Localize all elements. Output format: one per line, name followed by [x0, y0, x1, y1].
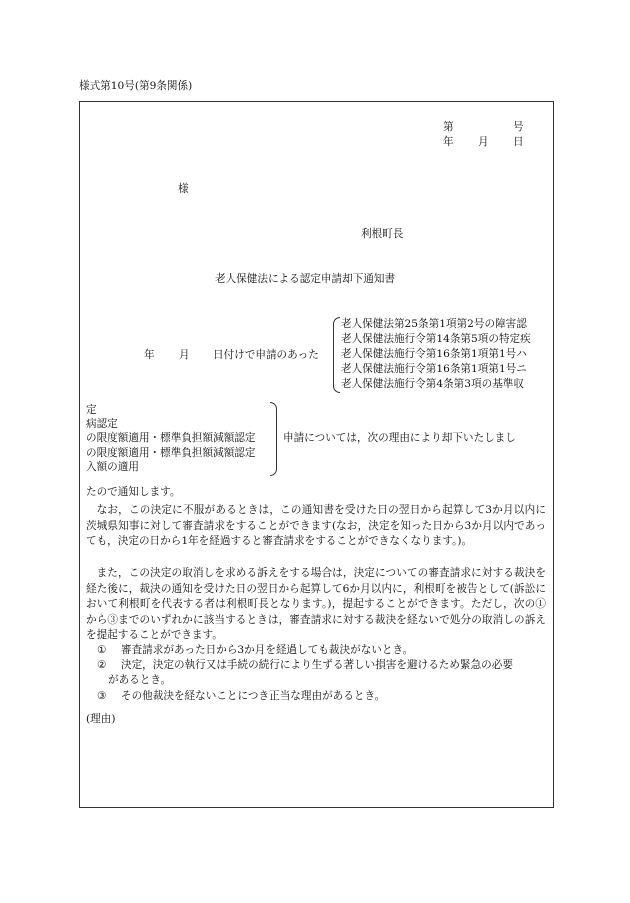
- date-day: 日: [513, 136, 524, 148]
- form-label: 様式第10号(第9条関係): [79, 80, 193, 92]
- law-continuation: の限度額適用・標準負担額減額認定: [86, 447, 256, 459]
- item-number: ②: [97, 659, 107, 671]
- lawsuit-paragraph: また，この決定の取消しを求める訴えをする場合は，決定についての審査請求に対する裁決を経た後に，裁決の通知を受けた日の翌日から起算して6か月以内に，利根町を被告として(訴訟において利根町を代表する者は利根町長となります。)，提起することができます。ただし，次の①から③までのいずれかに該当するときは，審査請求に対する裁決を経ないで処分の取消しの訴えを提起することができます。: [86, 567, 546, 641]
- item-continuation: があるとき。: [108, 674, 172, 686]
- appeal-paragraph: なお，この決定に不服があるときは，この通知書を受けた日の翌日から起算して3か月以内に茨城県知事に対して審査請求をすることができます(なお，決定を知った日から3か月以内であっても，決定の日から1年を経過すると審査請求をすることができなくなります。)。: [86, 504, 546, 547]
- rejection-text: 申請については，次の理由により却下いたしまし: [283, 432, 516, 444]
- law-continuation: 定: [86, 404, 97, 416]
- law-bracket: [333, 317, 340, 393]
- law-line: 老人保健法施行令第16条第1項第1号ニ: [341, 363, 527, 375]
- item-number: ③: [97, 690, 107, 702]
- number-suffix: 号: [513, 121, 524, 133]
- application-date-text: 日付けで申請のあった: [213, 349, 319, 361]
- application-month: 月: [179, 349, 190, 361]
- item-number: ①: [97, 644, 107, 656]
- item-text: その他裁決を経ないことにつき正当な理由があるとき。: [121, 690, 386, 702]
- issuer: 利根町長: [361, 228, 404, 240]
- date-year: 年: [443, 136, 454, 148]
- document-title: 老人保健法による認定申請却下通知書: [215, 273, 396, 285]
- law-continuation: 入額の適用: [86, 461, 139, 473]
- item-text: 決定，決定の執行又は手続の続行により生ずる著しい損害を避けるため緊急の必要: [121, 659, 513, 671]
- reason-label: (理由): [86, 713, 116, 725]
- law-line: 老人保健法施行令第4条第3項の基準収: [341, 378, 524, 390]
- application-year: 年: [144, 349, 155, 361]
- law-line: 老人保健法施行令第14条第5項の特定疾: [341, 333, 531, 345]
- law-line: 老人保健法第25条第1項第2号の障害認: [341, 318, 527, 330]
- number-prefix: 第: [443, 121, 454, 133]
- law-continuation: の限度額適用・標準負担額減額認定: [86, 432, 256, 444]
- addressee-suffix: 様: [178, 183, 189, 195]
- law-continuation: 病認定: [86, 418, 118, 430]
- continuation-bracket: [270, 402, 277, 476]
- closing-text: たので通知します。: [86, 486, 181, 498]
- item-text: 審査請求があった日から3か月を経過しても裁決がないとき。: [121, 644, 414, 656]
- date-month: 月: [478, 136, 489, 148]
- law-line: 老人保健法施行令第16条第1項第1号ハ: [341, 348, 527, 360]
